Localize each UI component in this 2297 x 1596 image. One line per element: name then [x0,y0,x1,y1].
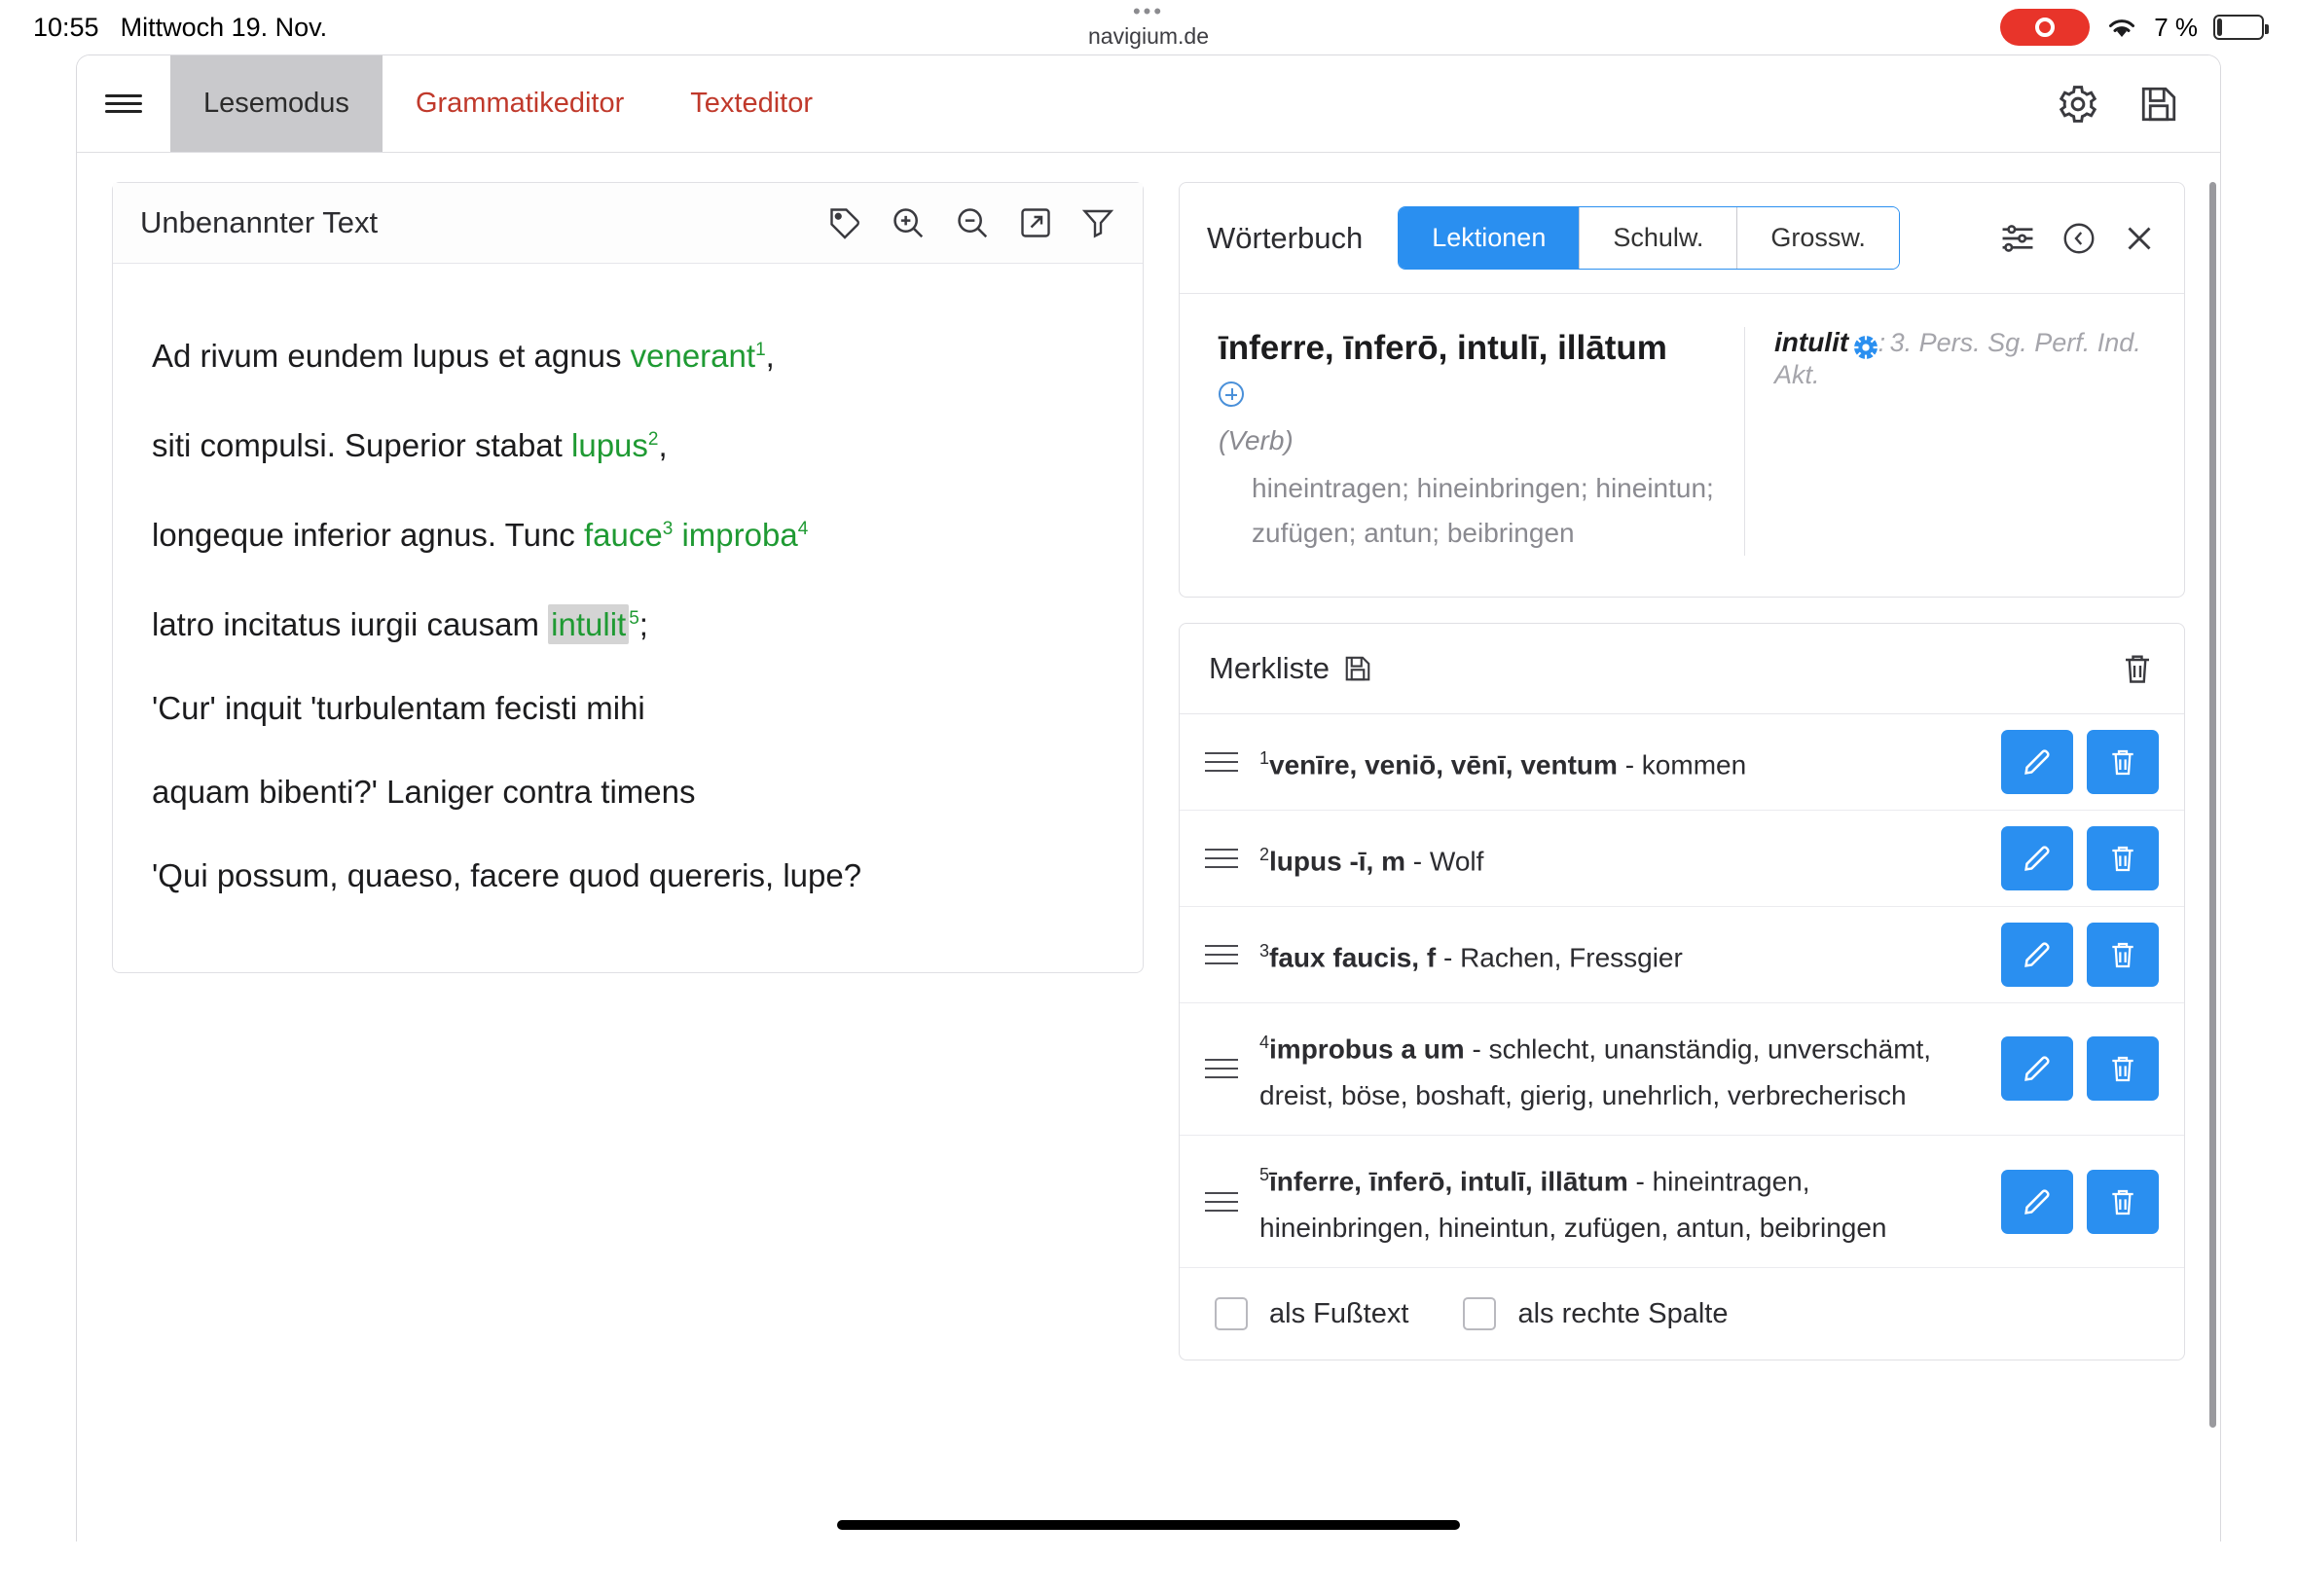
open-external-icon[interactable] [1018,205,1053,240]
footnote-marker[interactable]: 2 [647,429,659,450]
merkliste-header [1180,624,2184,714]
entry-lemma: īnferre, īnferō, intulī, illātum [1219,329,1667,367]
label-als-fusstext: als Fußtext [1269,1297,1409,1329]
merkliste-entry [1259,735,1980,788]
merkliste-entry [1259,1151,1980,1251]
merkliste-row-actions [2001,1036,2159,1101]
text-segment: , [658,427,668,463]
form-word: intulit [1774,327,1849,357]
merkliste-row-actions [2001,826,2159,890]
page-title: Unbenannter Text [140,205,379,239]
tab-dots: ••• [1132,0,1165,23]
top-actions [2057,55,2220,152]
entry-number: 1 [1259,748,1270,769]
drag-handle-icon[interactable] [1205,842,1238,875]
drag-handle-icon[interactable] [1205,938,1238,971]
pencil-icon[interactable] [2001,826,2073,890]
tab-grammatikeditor[interactable] [383,55,657,152]
dictionary-body [1180,294,2184,597]
pencil-icon[interactable] [2001,1170,2073,1234]
merkliste-row [1180,1003,2184,1136]
tab-texteditor-label: Texteditor [690,88,813,119]
history-icon[interactable] [2061,221,2096,256]
text-line [152,398,1104,488]
main-content [77,153,2220,1542]
trash-icon[interactable] [2120,651,2155,686]
floppy-disk-icon[interactable] [1343,654,1372,683]
tab-grammatikeditor-label: Grammatikeditor [415,88,625,119]
entry-number: 5 [1259,1165,1270,1185]
text-segment: 'Cur' inquit 'turbulentam fecisti mihi [152,690,645,726]
entry-lemma: īnferre, īnferō, intulī, illātum [1269,1166,1628,1197]
entry-lemma: faux faucis, f [1269,942,1437,973]
entry-lemma: lupus -ī, m [1269,846,1406,877]
site-url: navigium.de [1087,23,1210,49]
tag-icon[interactable] [827,205,862,240]
merkliste-options [1180,1268,2184,1360]
footnote-marker[interactable]: 1 [755,340,766,360]
dictionary-title: Wörterbuch [1207,220,1364,255]
footnote-marker[interactable]: 3 [662,519,674,539]
ios-status-bar [0,0,2297,54]
merkliste-entry [1259,927,1980,981]
merkliste-rows [1180,714,2184,1269]
footnote-marker[interactable]: 4 [797,519,809,539]
text-segment: aquam bibenti?' Laniger contra timens [152,774,696,810]
vocab-word[interactable]: lupus [571,427,648,463]
text-panel-tools [827,204,1115,241]
gear-icon[interactable] [1853,335,1878,360]
merkliste-entry [1259,1019,1980,1119]
text-segment: Ad rivum eundem lupus et agnus [152,338,631,374]
trash-icon[interactable] [2087,1170,2159,1234]
form-separator: : [1878,328,1886,357]
drag-handle-icon[interactable] [1205,745,1238,779]
drag-handle-icon[interactable] [1205,1185,1238,1218]
checkbox-als-fusstext[interactable] [1215,1297,1248,1330]
form-analysis [1744,327,2155,556]
sliders-icon[interactable] [1999,222,2036,255]
merkliste-title [1209,651,1372,686]
entry-gloss: - Rachen, Fressgier [1436,942,1683,973]
merkliste-row [1180,714,2184,811]
battery-percent: 7 % [2154,12,2198,42]
zoom-out-icon[interactable] [954,204,991,241]
filter-icon[interactable] [1080,205,1115,240]
status-time: 10:55 [33,12,99,42]
drag-handle-icon[interactable] [1205,1052,1238,1085]
merkliste-row [1180,811,2184,907]
text-panel-header [113,183,1143,264]
entry-number: 4 [1259,1032,1270,1052]
merkliste-panel [1179,623,2185,1361]
text-segment: , [765,338,775,374]
right-column [1179,182,2185,1542]
close-icon[interactable] [2122,221,2157,256]
merkliste-row-actions [2001,923,2159,987]
entry-lemma: improbus a um [1269,1034,1465,1065]
pencil-icon[interactable] [2001,1036,2073,1101]
text-line [152,308,1104,398]
floppy-disk-icon[interactable] [2138,84,2179,125]
status-date: Mittwoch 19. Nov. [120,12,328,42]
form-analysis-text: 3. Pers. Sg. Perf. Ind. Akt. [1774,328,2141,389]
segment-schulw[interactable]: Schulw. [1580,207,1737,269]
merkliste-row [1180,1136,2184,1268]
vocab-word[interactable]: fauce [583,517,663,553]
segment-grossw[interactable]: Grossw. [1737,207,1899,269]
pencil-icon[interactable] [2001,730,2073,794]
merkliste-row-actions [2001,730,2159,794]
latin-text-body[interactable] [113,264,1143,972]
entry-number: 3 [1259,941,1270,961]
text-panel-column [112,182,1144,1542]
dictionary-entry [1219,327,1744,556]
text-segment: longeque inferior agnus. Tunc [152,517,584,553]
footnote-marker[interactable]: 5 [629,608,639,629]
tab-lesemodus-label: Lesemodus [203,88,349,119]
vocab-word[interactable]: improba [681,517,798,553]
dictionary-header [1180,183,2184,294]
page-scrollbar[interactable] [2209,182,2216,1428]
status-center [0,0,2297,50]
gear-icon[interactable] [2057,83,2099,126]
text-line [152,750,1104,834]
label-als-rechte-spalte: als rechte Spalte [1517,1297,1729,1329]
text-line [152,834,1104,918]
entry-lemma: venīre, veniō, vēnī, ventum [1269,749,1618,780]
merkliste-entry [1259,831,1980,885]
app-window [76,54,2221,1542]
merkliste-title-label: Merkliste [1209,650,1331,685]
battery-icon [2213,15,2264,40]
text-segment: siti compulsi. Superior stabat [152,427,572,463]
tab-lesemodus[interactable] [170,55,383,152]
segment-lektionen[interactable]: Lektionen [1399,207,1580,269]
entry-gloss: - kommen [1617,749,1747,780]
text-segment: ; [638,606,648,642]
dictionary-tools [1999,221,2157,256]
tab-texteditor[interactable] [657,55,846,152]
trash-icon[interactable] [2087,826,2159,890]
home-indicator [837,1520,1460,1530]
entry-gloss: - Wolf [1405,846,1484,877]
hamburger-menu-icon[interactable] [77,55,170,152]
top-navigation [77,55,2220,153]
text-line [152,488,1104,577]
text-panel [112,182,1144,973]
text-line [152,577,1104,667]
plus-circle-icon[interactable] [1219,381,1244,407]
entry-number: 2 [1259,845,1270,865]
vocab-word-selected[interactable]: intulit [548,604,629,644]
trash-icon[interactable] [2087,1036,2159,1101]
vocab-word[interactable]: venerant [630,338,756,374]
dictionary-panel [1179,182,2185,598]
merkliste-row-actions [2001,1170,2159,1234]
text-segment: 'Qui possum, quaeso, facere quod quereris, lupe? [152,857,862,893]
trash-icon[interactable] [2087,923,2159,987]
text-line [152,667,1104,750]
zoom-in-icon[interactable] [890,204,927,241]
merkliste-row [1180,907,2184,1003]
entry-gloss: - schlecht, unanständig, unverschämt, dreist, böse, boshaft, gierig, unehrlich, verbrecherisch [1259,1034,1932,1111]
entry-meanings: hineintragen; hineinbringen; hineintun; zufügen; antun; beibringen [1252,472,1714,548]
text-segment: latro incitatus iurgii causam [152,606,549,642]
entry-gloss: - hineintragen, hineinbringen, hineintun, zufügen, antun, beibringen [1259,1166,1887,1244]
entry-pos: (Verb) [1219,424,1294,455]
checkbox-als-rechte-spalte[interactable] [1463,1297,1496,1330]
pencil-icon[interactable] [2001,923,2073,987]
trash-icon[interactable] [2087,730,2159,794]
dictionary-source-switch[interactable] [1398,206,1900,270]
